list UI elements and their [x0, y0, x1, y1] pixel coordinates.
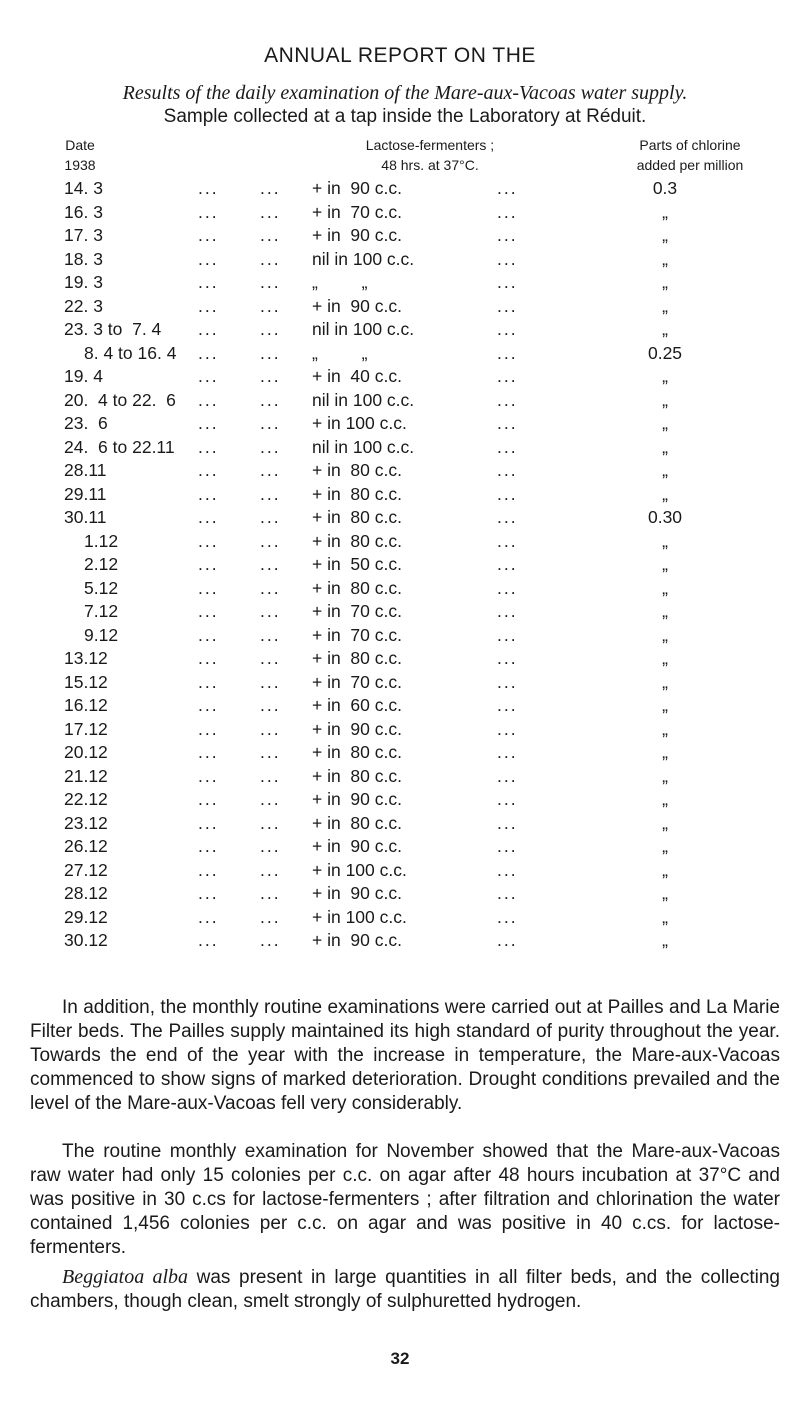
results-table: [0, 178, 800, 954]
lactose-cell: + in 100 c.c.: [312, 413, 407, 433]
lactose-cell: + in 60 c.c.: [312, 695, 402, 715]
leader-dots: ...: [260, 883, 281, 903]
chlorine-cell: „: [662, 319, 668, 339]
table-row: [0, 319, 800, 343]
date-cell: 13.12: [64, 648, 108, 668]
table-row: [0, 484, 800, 508]
table-row: [0, 907, 800, 931]
date-cell: 29.11: [64, 483, 107, 504]
leader-dots: ...: [260, 695, 281, 715]
lactose-cell: + in 80 c.c.: [312, 530, 402, 551]
leader-dots: ...: [497, 695, 518, 715]
leader-dots: ...: [198, 342, 219, 363]
leader-dots: ...: [497, 413, 518, 433]
leader-dots: ...: [497, 836, 518, 856]
chlorine-cell: „: [662, 225, 668, 245]
leader-dots: ...: [260, 671, 281, 692]
lactose-cell: + in 80 c.c.: [312, 765, 402, 786]
table-row: [0, 343, 800, 367]
leader-dots: ...: [497, 718, 518, 739]
date-cell: 20. 4 to 22. 6: [64, 389, 176, 410]
date-cell: 8. 4 to 16. 4: [84, 342, 177, 363]
date-cell: 26.12: [64, 836, 108, 856]
leader-dots: ...: [497, 342, 518, 363]
leader-dots: ...: [497, 930, 518, 950]
lactose-cell: + in 90 c.c.: [312, 178, 402, 198]
chlorine-cell: „: [662, 648, 668, 668]
table-row: [0, 554, 800, 578]
table-row: [0, 789, 800, 813]
leader-dots: ...: [198, 648, 219, 668]
page-number: 32: [390, 1349, 410, 1368]
chlorine-cell: „: [662, 530, 668, 551]
leader-dots: ...: [497, 554, 518, 574]
date-cell: 1.12: [84, 530, 119, 551]
running-head: ANNUAL REPORT ON THE: [264, 44, 536, 67]
leader-dots: ...: [497, 248, 518, 269]
table-row: [0, 930, 800, 954]
chlorine-cell: „: [662, 577, 668, 598]
leader-dots: ...: [198, 812, 219, 833]
leader-dots: ...: [198, 530, 219, 551]
leader-dots: ...: [198, 624, 219, 645]
lactose-cell: + in 80 c.c.: [312, 812, 402, 833]
table-row: [0, 860, 800, 884]
date-cell: 22. 3: [64, 295, 103, 316]
chlorine-cell: „: [662, 718, 668, 739]
leader-dots: ...: [198, 671, 219, 692]
leader-dots: ...: [198, 507, 219, 527]
leader-dots: ...: [198, 718, 219, 739]
leader-dots: ...: [260, 507, 281, 527]
leader-dots: ...: [260, 530, 281, 551]
column-header-chlorine-line1: Parts of chlorine: [639, 137, 741, 153]
column-header-date-line1: Date: [65, 137, 95, 153]
leader-dots: ...: [497, 389, 518, 410]
paragraph-monthly-examinations: In addition, the monthly routine examinations were carried out at Pailles and La Marie Filter beds. The Pailles supply maintained its high standard of purity throughout the year. Towards the end of the year with the increase in temperature, the Mare-aux-Vacoas commenced to show signs of marked deterioration. Drought conditions prevailed and the level of the Mare-aux-Vacoas fell very considerably.: [30, 997, 780, 1114]
leader-dots: ...: [260, 930, 281, 950]
leader-dots: ...: [198, 930, 219, 950]
table-row: [0, 390, 800, 414]
table-row: [0, 178, 800, 202]
leader-dots: ...: [198, 765, 219, 786]
lactose-cell: + in 70 c.c.: [312, 601, 402, 621]
table-row: [0, 531, 800, 555]
lactose-cell: + in 90 c.c.: [312, 789, 402, 809]
table-row: [0, 578, 800, 602]
chlorine-cell: „: [662, 883, 668, 903]
chlorine-cell: „: [662, 695, 668, 715]
chlorine-cell: „: [662, 930, 668, 950]
lactose-cell: + in 80 c.c.: [312, 742, 402, 762]
date-cell: 17.12: [64, 718, 108, 739]
paragraph-november-examination: The routine monthly examination for November showed that the Mare-aux-Vacoas raw water had only 15 colonies per c.c. on agar after 48 hours incubation at 37°C and was positive in 30 c.cs for lactose-fermenters ; after filtration and chlorination the water contained 1,456 colonies per c.c. on agar and was positive in 40 c.cs. for lactose-fermenters.: [30, 1141, 780, 1258]
leader-dots: ...: [198, 272, 219, 292]
date-cell: 7.12: [84, 601, 119, 621]
leader-dots: ...: [198, 836, 219, 856]
date-cell: 23.12: [64, 812, 108, 833]
date-cell: 30.11: [64, 507, 107, 527]
date-cell: 5.12: [84, 577, 119, 598]
leader-dots: ...: [198, 859, 219, 880]
lactose-cell: + in 80 c.c.: [312, 648, 402, 668]
lactose-cell: + in 100 c.c.: [312, 859, 407, 880]
leader-dots: ...: [497, 483, 518, 504]
chlorine-cell: „: [662, 812, 668, 833]
leader-dots: ...: [497, 648, 518, 668]
table-row: [0, 742, 800, 766]
leader-dots: ...: [260, 201, 281, 222]
date-cell: 22.12: [64, 789, 108, 809]
leader-dots: ...: [198, 460, 219, 480]
leader-dots: ...: [198, 178, 219, 198]
column-header-lactose: [290, 135, 570, 175]
table-row: [0, 249, 800, 273]
date-cell: 23. 6: [64, 413, 108, 433]
lactose-cell: + in 90 c.c.: [312, 930, 402, 950]
chlorine-cell: „: [662, 436, 668, 457]
leader-dots: ...: [260, 836, 281, 856]
leader-dots: ...: [497, 601, 518, 621]
table-row: [0, 813, 800, 837]
date-cell: 18. 3: [64, 248, 103, 269]
leader-dots: ...: [497, 906, 518, 927]
leader-dots: ...: [497, 765, 518, 786]
leader-dots: ...: [198, 319, 219, 339]
leader-dots: ...: [260, 319, 281, 339]
lactose-cell: + in 80 c.c.: [312, 460, 402, 480]
table-row: [0, 296, 800, 320]
leader-dots: ...: [198, 554, 219, 574]
leader-dots: ...: [497, 789, 518, 809]
paragraph-beggiatoa-text: was present in large quantities in all filter beds, and the collecting chambers, though clean, smelt strongly of sulphuretted hydrogen.: [30, 1267, 780, 1312]
lactose-cell: + in 80 c.c.: [312, 507, 402, 527]
chlorine-cell: „: [662, 789, 668, 809]
leader-dots: ...: [260, 765, 281, 786]
column-header-lactose-line2: 48 hrs. at 37°C.: [381, 157, 479, 173]
column-header-date-line2: 1938: [64, 157, 96, 173]
date-cell: 16. 3: [64, 201, 103, 222]
lactose-cell: nil in 100 c.c.: [312, 389, 415, 410]
leader-dots: ...: [198, 695, 219, 715]
leader-dots: ...: [260, 248, 281, 269]
leader-dots: ...: [260, 389, 281, 410]
paragraph-beggiatoa: [30, 1265, 780, 1314]
leader-dots: ...: [260, 436, 281, 457]
leader-dots: ...: [260, 225, 281, 245]
leader-dots: ...: [497, 530, 518, 551]
column-header-lactose-line1: Lactose-fermenters ;: [365, 137, 495, 153]
leader-dots: ...: [198, 436, 219, 457]
leader-dots: ...: [260, 859, 281, 880]
chlorine-cell: „: [662, 601, 668, 621]
column-header-date: [20, 135, 140, 175]
chlorine-cell: 0.30: [647, 507, 683, 527]
table-row: [0, 225, 800, 249]
lactose-cell: + in 90 c.c.: [312, 225, 402, 245]
lactose-cell: + in 90 c.c.: [312, 718, 402, 739]
table-caption: Results of the daily examination of the Mare-aux-Vacoas water supply.: [122, 82, 688, 104]
leader-dots: ...: [497, 883, 518, 903]
lactose-cell: „ „: [312, 342, 368, 363]
chlorine-cell: 0.3: [652, 178, 678, 198]
lactose-cell: + in 70 c.c.: [312, 671, 402, 692]
table-row: [0, 625, 800, 649]
leader-dots: ...: [198, 295, 219, 316]
leader-dots: ...: [198, 906, 219, 927]
leader-dots: ...: [260, 413, 281, 433]
lactose-cell: + in 80 c.c.: [312, 577, 402, 598]
lactose-cell: „ „: [312, 272, 368, 292]
date-cell: 17. 3: [64, 225, 103, 245]
leader-dots: ...: [198, 742, 219, 762]
leader-dots: ...: [198, 248, 219, 269]
leader-dots: ...: [497, 671, 518, 692]
leader-dots: ...: [198, 201, 219, 222]
lactose-cell: + in 80 c.c.: [312, 483, 402, 504]
leader-dots: ...: [260, 812, 281, 833]
date-cell: 19. 3: [64, 272, 103, 292]
table-row: [0, 272, 800, 296]
date-cell: 28.11: [64, 460, 107, 480]
lactose-cell: + in 50 c.c.: [312, 554, 402, 574]
leader-dots: ...: [260, 554, 281, 574]
leader-dots: ...: [198, 389, 219, 410]
leader-dots: ...: [260, 577, 281, 598]
leader-dots: ...: [497, 319, 518, 339]
chlorine-cell: „: [662, 295, 668, 316]
leader-dots: ...: [260, 366, 281, 386]
date-cell: 14. 3: [64, 178, 103, 198]
lactose-cell: + in 70 c.c.: [312, 201, 402, 222]
chlorine-cell: „: [662, 272, 668, 292]
chlorine-cell: „: [662, 836, 668, 856]
lactose-cell: + in 70 c.c.: [312, 624, 402, 645]
date-cell: 21.12: [64, 765, 108, 786]
leader-dots: ...: [198, 601, 219, 621]
chlorine-cell: „: [662, 201, 668, 222]
table-row: [0, 672, 800, 696]
date-cell: 19. 4: [64, 366, 103, 386]
chlorine-cell: „: [662, 906, 668, 927]
table-row: [0, 695, 800, 719]
table-row: [0, 836, 800, 860]
chlorine-cell: „: [662, 483, 668, 504]
leader-dots: ...: [198, 413, 219, 433]
leader-dots: ...: [497, 812, 518, 833]
leader-dots: ...: [260, 789, 281, 809]
leader-dots: ...: [260, 601, 281, 621]
chlorine-cell: „: [662, 859, 668, 880]
leader-dots: ...: [198, 366, 219, 386]
lactose-cell: nil in 100 c.c.: [312, 319, 415, 339]
table-row: [0, 507, 800, 531]
leader-dots: ...: [198, 789, 219, 809]
chlorine-cell: „: [662, 671, 668, 692]
leader-dots: ...: [497, 201, 518, 222]
table-row: [0, 460, 800, 484]
leader-dots: ...: [497, 295, 518, 316]
lactose-cell: + in 90 c.c.: [312, 295, 402, 316]
lactose-cell: + in 90 c.c.: [312, 883, 402, 903]
leader-dots: ...: [260, 718, 281, 739]
date-cell: 16.12: [64, 695, 108, 715]
chlorine-cell: „: [662, 366, 668, 386]
chlorine-cell: „: [662, 248, 668, 269]
date-cell: 23. 3 to 7. 4: [64, 319, 162, 339]
date-cell: 29.12: [64, 906, 108, 927]
leader-dots: ...: [497, 225, 518, 245]
date-cell: 24. 6 to 22.11: [64, 436, 175, 457]
table-row: [0, 601, 800, 625]
leader-dots: ...: [260, 624, 281, 645]
species-name: Beggiatoa alba: [62, 1266, 189, 1288]
chlorine-cell: „: [662, 765, 668, 786]
chlorine-cell: 0.25: [647, 342, 683, 363]
leader-dots: ...: [497, 577, 518, 598]
column-header-chlorine: [590, 135, 790, 175]
chlorine-cell: „: [662, 554, 668, 574]
leader-dots: ...: [260, 295, 281, 316]
lactose-cell: + in 90 c.c.: [312, 836, 402, 856]
leader-dots: ...: [260, 906, 281, 927]
leader-dots: ...: [497, 742, 518, 762]
table-row: [0, 437, 800, 461]
leader-dots: ...: [497, 436, 518, 457]
leader-dots: ...: [260, 648, 281, 668]
lactose-cell: + in 40 c.c.: [312, 366, 402, 386]
lactose-cell: + in 100 c.c.: [312, 906, 407, 927]
leader-dots: ...: [497, 272, 518, 292]
table-row: [0, 413, 800, 437]
leader-dots: ...: [497, 859, 518, 880]
leader-dots: ...: [497, 624, 518, 645]
leader-dots: ...: [497, 507, 518, 527]
leader-dots: ...: [497, 178, 518, 198]
table-row: [0, 366, 800, 390]
table-subcaption: Sample collected at a tap inside the Laboratory at Réduit.: [163, 106, 647, 127]
leader-dots: ...: [497, 366, 518, 386]
table-row: [0, 883, 800, 907]
leader-dots: ...: [260, 178, 281, 198]
table-row: [0, 719, 800, 743]
leader-dots: ...: [198, 483, 219, 504]
chlorine-cell: „: [662, 742, 668, 762]
leader-dots: ...: [260, 742, 281, 762]
date-cell: 28.12: [64, 883, 108, 903]
chlorine-cell: „: [662, 389, 668, 410]
date-cell: 27.12: [64, 859, 108, 880]
date-cell: 2.12: [84, 554, 119, 574]
chlorine-cell: „: [662, 413, 668, 433]
chlorine-cell: „: [662, 624, 668, 645]
date-cell: 9.12: [84, 624, 119, 645]
date-cell: 30.12: [64, 930, 108, 950]
table-row: [0, 648, 800, 672]
date-cell: 15.12: [64, 671, 108, 692]
leader-dots: ...: [198, 883, 219, 903]
chlorine-cell: „: [662, 460, 668, 480]
leader-dots: ...: [260, 272, 281, 292]
column-header-chlorine-line2: added per million: [636, 157, 744, 173]
table-row: [0, 766, 800, 790]
table-row: [0, 202, 800, 226]
leader-dots: ...: [497, 460, 518, 480]
leader-dots: ...: [198, 225, 219, 245]
leader-dots: ...: [260, 460, 281, 480]
leader-dots: ...: [198, 577, 219, 598]
date-cell: 20.12: [64, 742, 108, 762]
lactose-cell: nil in 100 c.c.: [312, 248, 415, 269]
leader-dots: ...: [260, 483, 281, 504]
lactose-cell: nil in 100 c.c.: [312, 436, 415, 457]
leader-dots: ...: [260, 342, 281, 363]
